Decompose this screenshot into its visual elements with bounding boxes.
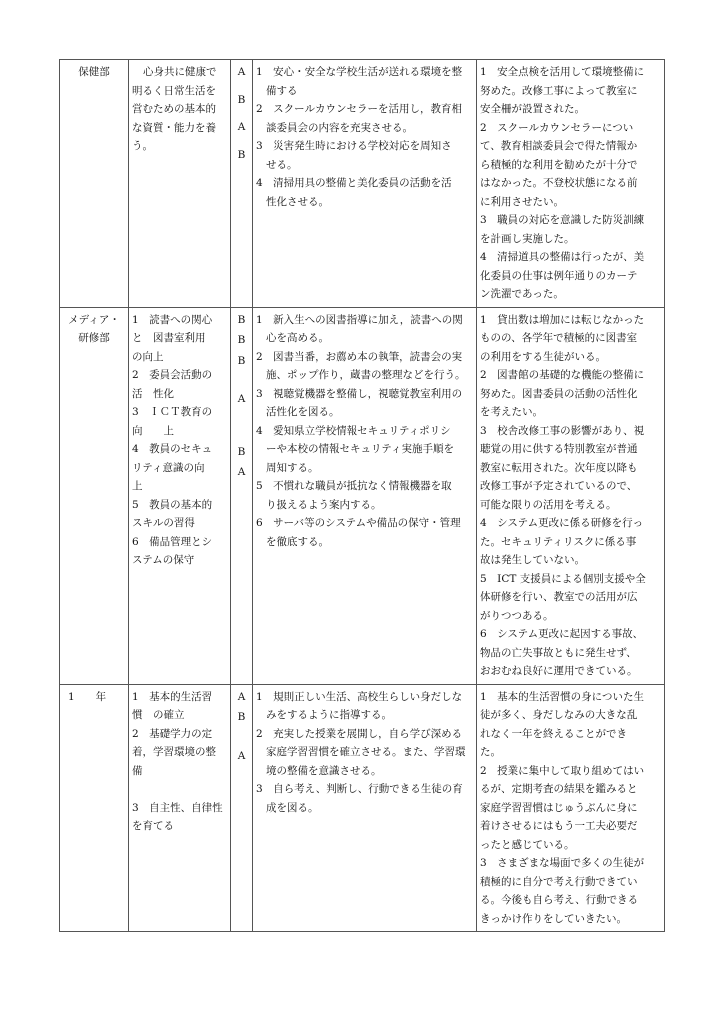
dept-name: 1 年 (68, 690, 107, 703)
plan-line: 6 サーバ等のシステムや備品の保守・管理 (256, 517, 461, 529)
grade-mark: A (237, 121, 246, 133)
evaluation-table-body (60, 60, 665, 932)
goal-line: 心身共に健康で (143, 66, 217, 78)
plan-line: 3 自ら考え、判断し、行動できる生徒の育 (256, 783, 463, 795)
result-line: 故は発生していない。 (480, 554, 585, 566)
grade-cell (231, 684, 253, 932)
result-line: 体研修を行い、教室での活用が広 (480, 591, 638, 603)
result-line: 4 システム更改に係る研修を行っ (480, 517, 644, 529)
result-line: ったと感じている。 (480, 838, 575, 851)
result-line: 2 授業に集中して取り組めてはい (480, 764, 645, 777)
result-line: 物品の亡失事故ともに発生せず、 (480, 646, 637, 659)
grade-mark: A (237, 466, 246, 478)
plan-line: 1 安心・安全な学校生活が送れる環境を整 (256, 66, 463, 78)
result-line: 改修工事が予定されているので、 (480, 480, 638, 492)
plan-line: ーや本校の情報セキュリティ実施手順を (266, 443, 454, 455)
result-line: 1 貸出数は増加には転じなかった (480, 313, 645, 326)
plan-cell (253, 684, 477, 932)
plan-line: 2 充実した授業を展開し，自ら学び深める (256, 727, 463, 740)
plan-line: 3 災害発生時における学校対応を周知さ (256, 140, 452, 152)
goal-line: 慣 の確立 (132, 709, 185, 721)
goal-line: 2 基礎学力の定 (132, 727, 213, 740)
goal-line: 3 自主性、自律性 (132, 801, 223, 814)
goal-line: 6 備品管理とシ (132, 535, 213, 548)
grade-mark: B (237, 354, 246, 367)
plan-line: を徹底する。 (266, 535, 329, 548)
result-line: た。 (480, 746, 501, 758)
goal-line: 向 上 (132, 424, 174, 437)
plan-line: 成を図る。 (266, 801, 319, 814)
result-line: 4 清掃道具の整備は行ったが、美 (480, 251, 645, 263)
goal-cell (129, 307, 231, 684)
dept-name: 保健部 (78, 66, 110, 78)
plan-line: みをするように指導する。 (266, 709, 392, 721)
plan-line: 1 規則正しい生活、高校生らしい身だしな (256, 690, 463, 703)
goal-line: 4 教員のセキュ (132, 443, 213, 455)
goal-line: 明るく日常生活を (132, 84, 216, 97)
plan-line: 心を高める。 (266, 332, 329, 344)
plan-line: 家庭学習習慣を確立させる。また、学習環 (266, 746, 466, 758)
result-line: るが、定期考査の結果を鑑みると (480, 783, 638, 795)
goal-line: 1 基本的生活習 (132, 690, 213, 703)
goal-line: 5 教員の基本的 (132, 498, 213, 511)
result-line: 2 図書館の基礎的な機能の整備に (480, 369, 645, 381)
goal-line: う。 (132, 140, 153, 152)
plan-cell (253, 60, 477, 308)
goal-line: な資質・能力を養 (132, 121, 216, 134)
table-row-media (60, 307, 665, 684)
goal-line: と 図書室利用 (132, 332, 206, 344)
goal-line: の向上 (132, 350, 164, 363)
grade-mark: B (237, 148, 246, 161)
result-line: 努めた。改修工事によって教室に (480, 84, 638, 97)
result-line: 着けさせるにはもう一工夫必要だ (480, 820, 638, 832)
plan-line: せる。 (266, 158, 298, 171)
result-line: ものの、各学年で積極的に図書室 (480, 332, 638, 344)
goal-line: 3 ＩＣＴ教育の (132, 406, 213, 418)
result-line: を考えたい。 (480, 406, 543, 418)
result-line: おおむね良好に運用できている。 (480, 665, 638, 677)
goal-line: スキルの習得 (132, 517, 195, 529)
result-line: 6 システム更改に起因する事故、 (480, 628, 644, 640)
goal-cell (129, 684, 231, 932)
goal-line: 1 読書への関心 (132, 313, 213, 326)
goal-line: 2 委員会活動の (132, 369, 213, 381)
result-line: ら積極的な利用を勧めたが十分で (480, 158, 638, 171)
grade-mark: B (237, 313, 246, 326)
plan-line: 5 不慣れな職員が抵抗なく情報機器を取 (256, 480, 452, 492)
result-line: 努めた。図書委員の活動の活性化 (480, 387, 638, 400)
plan-line: り扱えるよう案内する。 (266, 498, 382, 511)
plan-line: 性化させる。 (266, 195, 329, 208)
result-line: がりつつある。 (480, 609, 554, 622)
plan-line: 3 視聴覚機器を整備し，視聴覚教室利用の (256, 387, 463, 400)
plan-line: 4 愛知県立学校情報セキュリティポリシ (256, 424, 451, 437)
result-line: 徒が多く、身だしなみの大きな乱 (480, 709, 638, 721)
result-cell (477, 684, 665, 932)
result-line: ン洗濯であった。 (480, 288, 564, 300)
dept-cell (60, 684, 129, 932)
grade-mark: B (237, 334, 246, 346)
result-line: 3 職員の対応を意識した防災訓練 (480, 214, 645, 226)
dept-name: メディア・研修部 (68, 313, 120, 344)
goal-line: 備 (132, 764, 143, 777)
result-line: る。今後も自ら考え、行動できる (480, 894, 639, 906)
result-line: 化委員の仕事は例年通りのカーテ (480, 269, 638, 282)
result-line: 積極的に自分で考え行動できてい (480, 875, 638, 888)
result-line: 3 校舎改修工事の影響があり、視 (480, 424, 645, 437)
grade-mark: A (237, 66, 246, 78)
plan-line: 2 図書当番，お薦め本の執筆，読書会の実 (256, 350, 463, 363)
result-cell (477, 307, 665, 684)
result-line: て、教育相談委員会で得た情報か (480, 140, 638, 152)
grade-mark: A (237, 690, 246, 703)
plan-line: 1 新入生への図書指導に加え，読書への関 (256, 313, 463, 326)
grade-mark: B (237, 711, 246, 723)
result-line: に利用させたい。 (480, 195, 564, 208)
result-line: れなく一年を終えることができ (480, 727, 627, 740)
goal-line: を育てる (132, 820, 174, 832)
result-line: 家庭学習習慣はじゅうぶんに身に (480, 801, 638, 814)
plan-line: 周知する。 (266, 461, 319, 474)
grade-mark: B (237, 445, 246, 458)
plan-line: 4 清掃用具の整備と美化委員の活動を活 (256, 177, 452, 189)
result-line: きっかけ作りをしていきたい。 (480, 912, 627, 925)
plan-line: 境の整備を意識させる。 (266, 764, 382, 777)
dept-cell (60, 307, 129, 684)
table-row-hoken (60, 60, 665, 308)
plan-cell (253, 307, 477, 684)
result-cell (477, 60, 665, 308)
result-line: 1 安全点検を活用して環境整備に (480, 66, 645, 78)
plan-line: 2 スクールカウンセラーを活用し，教育相 (256, 103, 462, 115)
table-row-grade1 (60, 684, 665, 932)
plan-line: 施、ポップ作り，蔵書の整理などを行う。 (266, 369, 466, 381)
evaluation-table (59, 59, 665, 932)
plan-line: 備する (266, 84, 298, 97)
result-line: はなかった。不登校状態になる前 (480, 177, 638, 189)
result-line: 教室に転用された。次年度以降も (480, 461, 638, 474)
goal-line: 活 性化 (132, 387, 174, 400)
grade-cell (231, 60, 253, 308)
result-line: た。セキュリティリスクに係る事 (480, 535, 637, 548)
result-line: 5 ICT 支援員による個別支援や全 (480, 572, 646, 585)
goal-line: リティ意識の向 (132, 461, 205, 474)
result-line: の利用をする生徒がいる。 (480, 350, 606, 363)
plan-line: 談委員会の内容を充実させる。 (266, 121, 413, 134)
spacer (132, 780, 227, 799)
result-line: 2 スクールカウンセラーについ (480, 121, 634, 134)
result-line: 安全柵が設置された。 (480, 103, 585, 115)
goal-line: 着，学習環境の整 (132, 746, 216, 758)
goal-line: 上 (132, 480, 143, 492)
plan-line: 活性化を図る。 (266, 406, 340, 418)
dept-cell (60, 60, 129, 308)
grade-cell (231, 307, 253, 684)
result-line: 聴覚の用に供する特別教室が普通 (480, 443, 638, 455)
result-line: を計画し実施した。 (480, 232, 575, 245)
result-line: 可能な限りの活用を考える。 (480, 498, 617, 511)
result-line: 3 さまざまな場面で多くの生徒が (480, 857, 645, 869)
grade-mark: A (237, 749, 246, 762)
grade-mark: B (237, 93, 246, 106)
grade-mark: A (237, 393, 246, 405)
goal-line: 営むための基本的 (132, 103, 216, 115)
result-line: 1 基本的生活習慣の身についた生 (480, 690, 644, 703)
goal-cell (129, 60, 231, 308)
goal-line: ステムの保守 (132, 554, 195, 566)
